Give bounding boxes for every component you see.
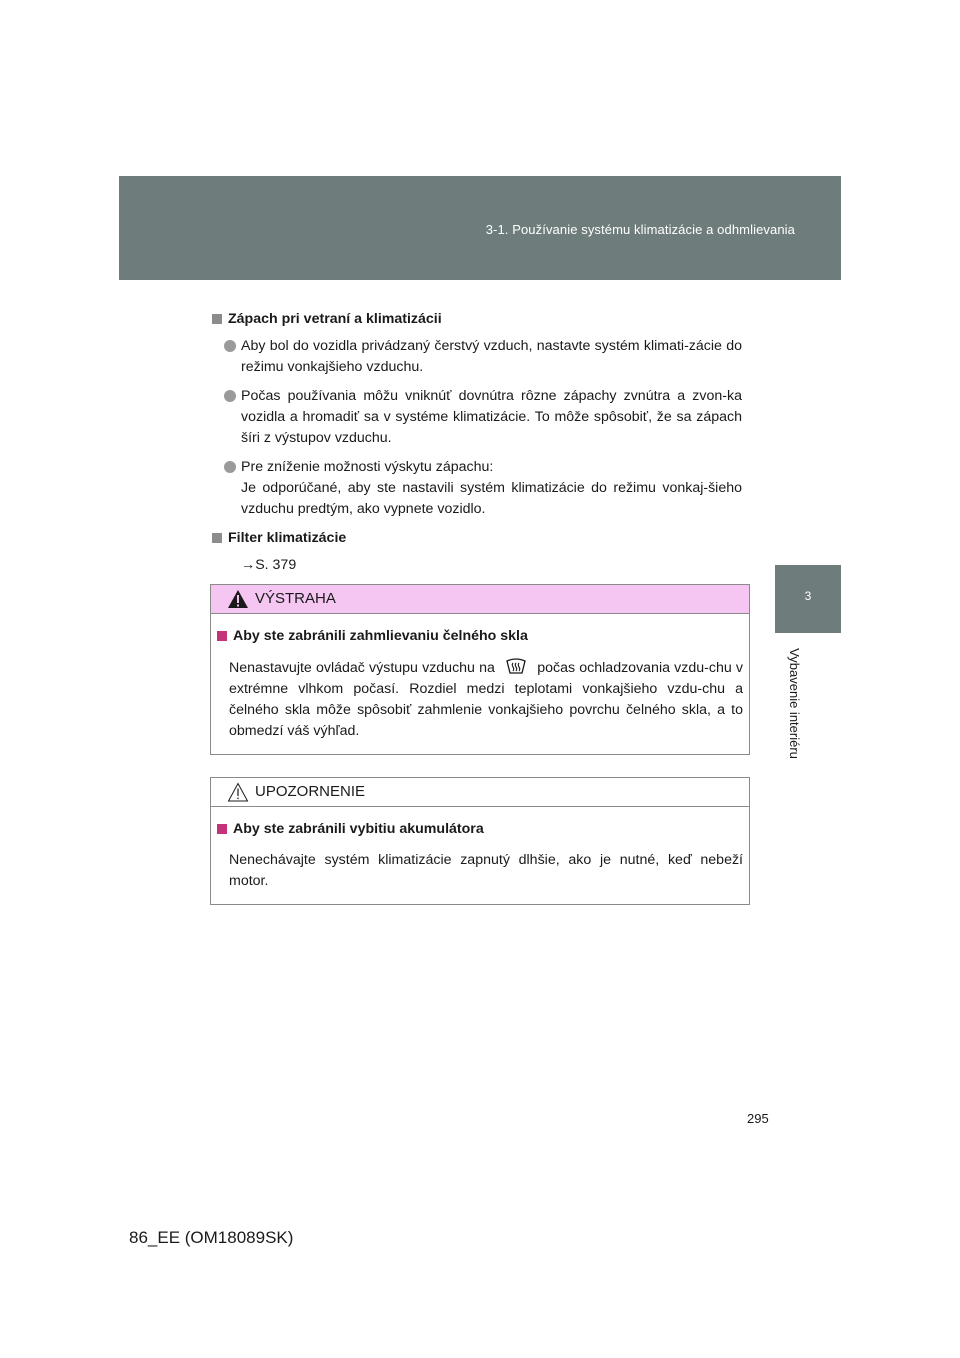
caution-text: Nenechávajte systém klimatizácie zapnutý dlhšie, ako je nutné, keď nebeží motor. (229, 852, 743, 889)
header-title: 3-1. Používanie systému klimatizácie a odhmlievania (485, 222, 795, 237)
square-bullet-icon (212, 314, 222, 324)
list-item: Pre zníženie možnosti výskytu zápachu: Je odporúčané, aby ste nastavili systém klimatizácie do režimu vonkaj-šieho vzduchu predtým, ako vypnete vozidlo. (212, 457, 742, 520)
warning-triangle-outline-icon (227, 782, 249, 802)
page-number: 295 (747, 1111, 769, 1126)
windshield-defroster-icon (505, 657, 527, 675)
circle-bullet-icon (224, 461, 236, 473)
square-bullet-icon (217, 824, 227, 834)
chapter-number: 3 (804, 589, 812, 603)
page-reference-link[interactable]: →S. 379 (241, 557, 297, 573)
caution-subtitle: Aby ste zabránili vybitiu akumulátora (217, 819, 743, 840)
square-bullet-icon (212, 533, 222, 543)
circle-bullet-icon (224, 340, 236, 352)
list-item: Počas používania môžu vniknúť dovnútra rôzne zápachy zvnútra a zvon-ka vozidla a hromadiť sa v systéme klimatizácie. To môže spôsobiť, že sa zápach šíri z výstupov vzduchu. (212, 386, 742, 449)
footer-code: 86_EE (OM18089SK) (129, 1228, 294, 1247)
warning-heading: VÝSTRAHA (255, 590, 336, 607)
section-title: Zápach pri vetraní a klimatizácii (212, 309, 742, 330)
warning-triangle-filled-icon (227, 589, 249, 609)
main-content (212, 309, 742, 576)
warning-box (210, 584, 750, 755)
chapter-label (779, 633, 809, 773)
chapter-label-text: Vybavenie interiéru (786, 647, 802, 759)
section-title: Filter klimatizácie (212, 528, 742, 549)
warning-body (211, 614, 749, 754)
warning-subtitle: Aby ste zabránili zahmlievaniu čelného skla (217, 626, 743, 647)
square-bullet-icon (217, 631, 227, 641)
warning-header (211, 585, 749, 614)
list-item: Aby bol do vozidla privádzaný čerstvý vzduch, nastavte systém klimati-zácie do režimu vonkajšieho vzduchu. (212, 336, 742, 378)
warning-text: Nenastavujte ovládač výstupu vzduchu na počas ochladzovania vzdu-chu v extrémne vlhkom počasí. Rozdiel medzi teplotami vonkajšieho vzdu-chu a čelného skla môže spôsobiť zahmlenie vonkajšieho povrchu čelného skla, a to obmedzí váš výhľad. (217, 657, 743, 742)
chapter-tab (775, 565, 841, 633)
caution-body (211, 807, 749, 904)
circle-bullet-icon (224, 390, 236, 402)
caution-heading: UPOZORNENIE (255, 783, 366, 800)
header-bar (119, 176, 841, 280)
caution-box (210, 777, 750, 905)
caution-header (211, 778, 749, 807)
